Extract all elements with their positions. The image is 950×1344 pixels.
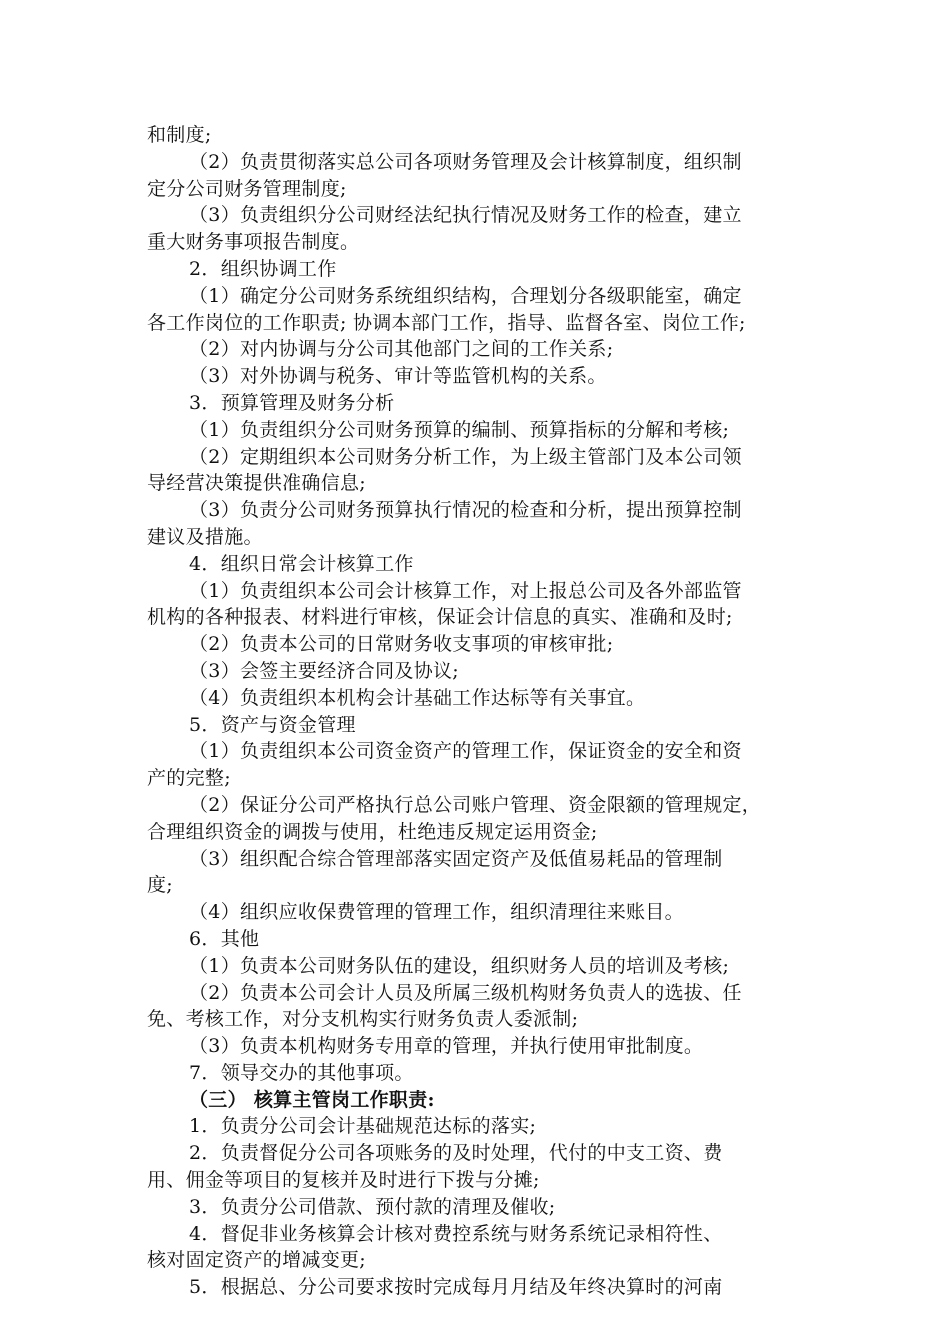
text-line: 5．根据总、分公司要求按时完成每月月结及年终决算时的河南 bbox=[189, 1276, 723, 1299]
text-line: 各工作岗位的工作职责; 协调本部门工作，指导、监督各室、岗位工作; bbox=[147, 311, 746, 334]
text-line: 合理组织资金的调拨与使用，杜绝违反规定运用资金; bbox=[147, 820, 598, 843]
text-line: 3．负责分公司借款、预付款的清理及催收; bbox=[189, 1195, 556, 1218]
text-line: （1）负责组织分公司财务预算的编制、预算指标的分解和考核; bbox=[189, 418, 730, 441]
section-heading: 4．组织日常会计核算工作 bbox=[189, 552, 414, 575]
text-line: 重大财务事项报告制度。 bbox=[147, 231, 360, 254]
text-line: （4）负责组织本机构会计基础工作达标等有关事宜。 bbox=[189, 686, 646, 709]
section-title-bold: （三） 核算主管岗工作职责: bbox=[189, 1088, 435, 1111]
text-line: （1）确定分公司财务系统组织结构，合理划分各级职能室，确定 bbox=[189, 284, 742, 307]
text-line: （3）会签主要经济合同及协议; bbox=[189, 659, 459, 682]
text-line: 用、佣金等项目的复核并及时进行下拨与分摊; bbox=[147, 1169, 540, 1192]
text-line: （3）对外协调与税务、审计等监管机构的关系。 bbox=[189, 365, 607, 388]
text-line: （4）组织应收保费管理的管理工作，组织清理往来账目。 bbox=[189, 901, 684, 924]
text-line: 1．负责分公司会计基础规范达标的落实; bbox=[189, 1115, 537, 1138]
text-line: （2）定期组织本公司财务分析工作，为上级主管部门及本公司领 bbox=[189, 445, 742, 468]
text-line: 建议及措施。 bbox=[147, 525, 263, 548]
text-line: 7．领导交办的其他事项。 bbox=[189, 1061, 414, 1084]
text-line: 产的完整; bbox=[147, 767, 231, 790]
text-line: 核对固定资产的增减变更; bbox=[147, 1249, 367, 1272]
text-line: （1）负责组织本公司会计核算工作，对上报总公司及各外部监管 bbox=[189, 579, 742, 602]
text-line: （3）负责组织分公司财经法纪执行情况及财务工作的检查，建立 bbox=[189, 204, 742, 227]
text-line: （3）负责本机构财务专用章的管理，并执行使用审批制度。 bbox=[189, 1035, 704, 1058]
text-line: 2．负责督促分公司各项账务的及时处理，代付的中支工资、费 bbox=[189, 1142, 723, 1165]
section-heading: 2．组织协调工作 bbox=[189, 257, 337, 280]
text-line: （2）对内协调与分公司其他部门之间的工作关系; bbox=[189, 338, 614, 361]
document-body bbox=[147, 122, 817, 1301]
section-heading: 6．其他 bbox=[189, 927, 260, 950]
section-heading: 3．预算管理及财务分析 bbox=[189, 391, 395, 414]
text-line: （1）负责组织本公司资金资产的管理工作，保证资金的安全和资 bbox=[189, 740, 742, 763]
text-line: 4．督促非业务核算会计核对费控系统与财务系统记录相符性、 bbox=[189, 1222, 723, 1245]
text-line: （1）负责本公司财务队伍的建设，组织财务人员的培训及考核; bbox=[189, 954, 730, 977]
text-line: （2）负责本公司会计人员及所属三级机构财务负责人的选拔、任 bbox=[189, 981, 742, 1004]
text-line: 机构的各种报表、材料进行审核，保证会计信息的真实、准确和及时; bbox=[147, 606, 733, 629]
text-line: 免、考核工作，对分支机构实行财务负责人委派制; bbox=[147, 1008, 579, 1031]
text-line: （3）负责分公司财务预算执行情况的检查和分析，提出预算控制 bbox=[189, 499, 742, 522]
text-line: （2）负责贯彻落实总公司各项财务管理及会计核算制度，组织制 bbox=[189, 150, 742, 173]
text-line: （2）保证分公司严格执行总公司账户管理、资金限额的管理规定， bbox=[189, 793, 762, 816]
text-line: 和制度; bbox=[147, 124, 212, 146]
section-heading: 5．资产与资金管理 bbox=[189, 713, 356, 736]
text-line: （2）负责本公司的日常财务收支事项的审核审批; bbox=[189, 633, 614, 656]
text-line: 导经营决策提供准确信息; bbox=[147, 472, 367, 495]
text-line: 定分公司财务管理制度; bbox=[147, 177, 347, 200]
text-line: （3）组织配合综合管理部落实固定资产及低值易耗品的管理制 bbox=[189, 847, 723, 870]
text-line: 度; bbox=[147, 874, 174, 897]
